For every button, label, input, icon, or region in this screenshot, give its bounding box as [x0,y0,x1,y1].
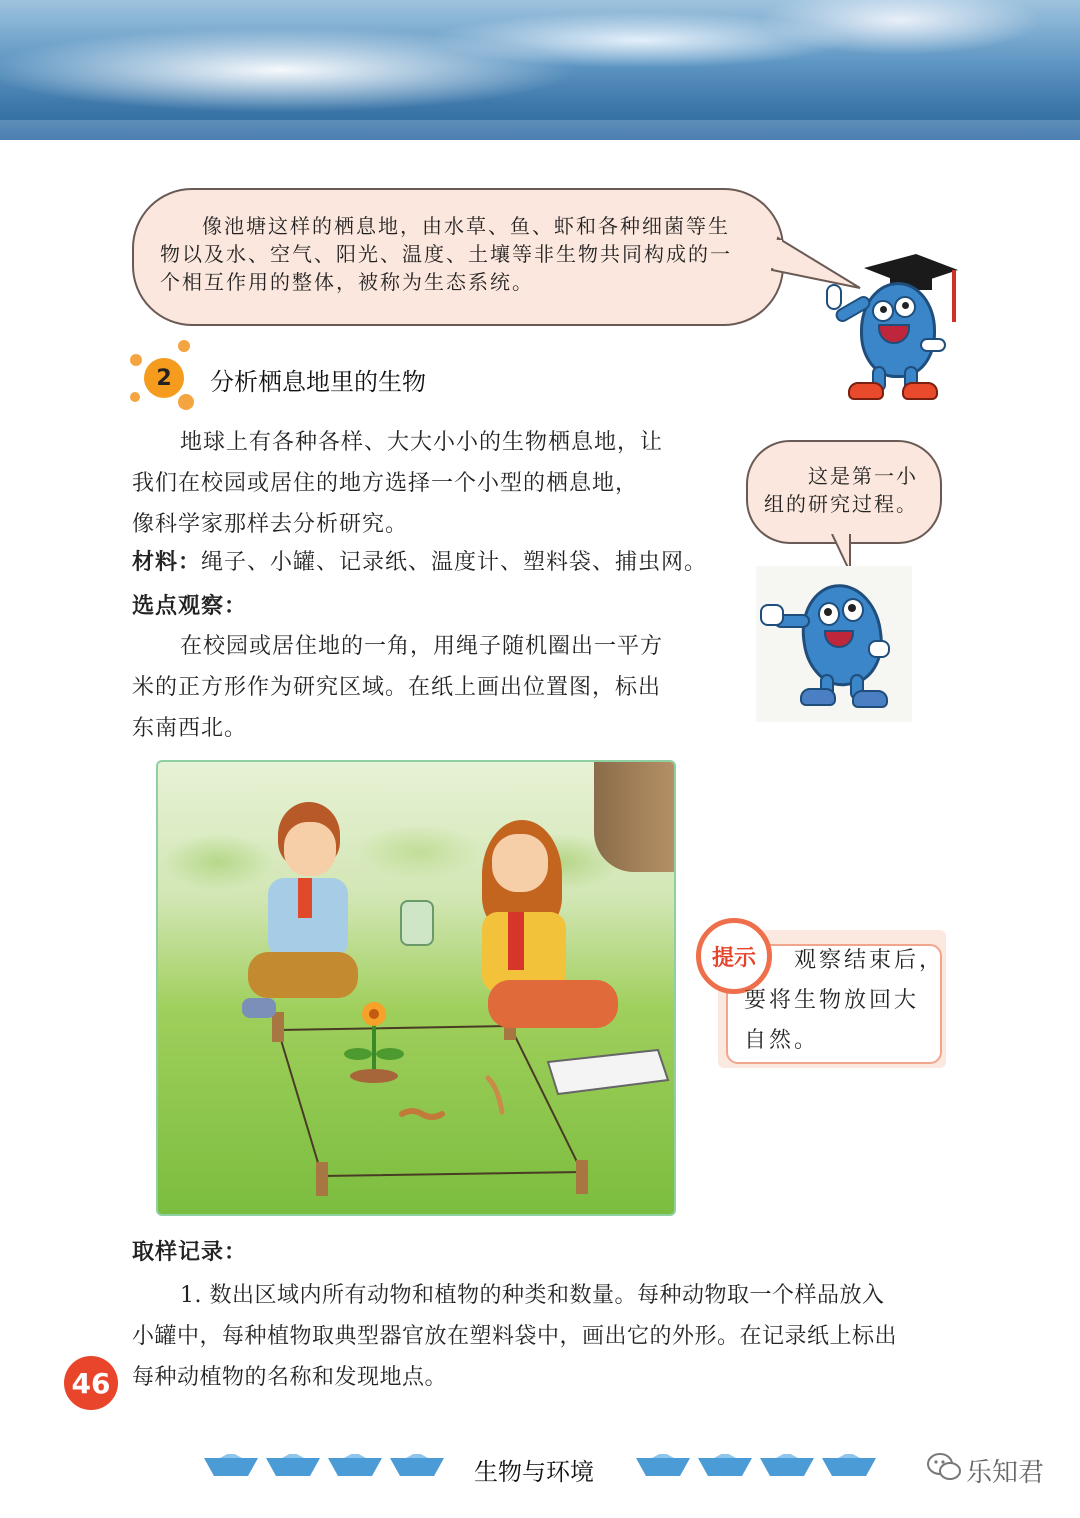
paper-boat-icon [266,1454,320,1480]
heading-deco-dot [130,354,142,366]
paper-boat-icon [390,1454,444,1480]
observe-label: 选点观察： [132,593,248,619]
tip-badge-label: 提示 [711,945,756,971]
top-bubble-line-3: 个相互作用的整体，被称为生态系统。 [160,270,534,294]
girl-figure [458,820,658,1050]
sampling-line-1: 1. 数出区域内所有动物和植物的种类和数量。每种动物取一个样品放入 [180,1283,885,1308]
section-title: 分析栖息地里的生物 [210,368,426,396]
paper-boat-icon [204,1454,258,1480]
illustration-kids-sampling [156,760,676,1216]
paper-boat-icon [328,1454,382,1480]
paper-boat-icon [636,1454,690,1480]
observe-line-3: 东南西北。 [132,716,248,741]
sampling-line-2: 小罐中，每种植物取典型器官放在塑料袋中，画出它的外形。在记录纸上标出 [132,1324,898,1349]
intro-line-2: 我们在校园或居住的地方选择一个小型的栖息地， [132,471,639,496]
top-bubble-line-2: 物以及水、空气、阳光、温度、土壤等非生物共同构成的一 [160,242,732,266]
heading-deco-dot [178,340,190,352]
side-bubble-line-2: 组的研究过程。 [764,492,918,516]
header-banner-photo [0,0,1080,140]
footer-unit-title: 生物与环境 [474,1458,594,1486]
materials-text: 绳子、小罐、记录纸、温度计、塑料袋、捕虫网。 [201,550,708,575]
materials-label: 材料： [132,549,202,575]
mascot-pointing [756,566,912,722]
heading-deco-dot [178,394,194,410]
page-number: 46 [64,1356,118,1410]
tip-line-1: 观察结束后， [794,948,945,973]
paper-boat-icon [698,1454,752,1480]
header-banner-edge [0,120,1080,140]
wechat-icon [926,1452,962,1482]
tip-line-2: 要将生物放回大 [744,988,920,1013]
sampling-label: 取样记录： [132,1239,248,1265]
top-bubble-line-1: 像池塘这样的栖息地，由水草、鱼、虾和各种细菌等生 [202,214,730,238]
intro-line-1: 地球上有各种各样、大大小小的生物栖息地，让 [180,430,664,455]
observe-line-1: 在校园或居住地的一角，用绳子随机圈出一平方 [180,634,664,659]
paper-boat-icon [822,1454,876,1480]
heading-deco-dot [130,392,140,402]
side-bubble-line-1: 这是第一小 [808,464,918,488]
observe-line-2: 米的正方形作为研究区域。在纸上画出位置图，标出 [132,675,662,700]
watermark-text: 乐知君 [966,1458,1045,1488]
paper-boat-icon [760,1454,814,1480]
intro-line-3: 像科学家那样去分析研究。 [132,512,409,537]
boy-figure [248,802,378,1032]
materials-row [132,542,707,583]
sampling-line-3: 每种动植物的名称和发现地点。 [132,1365,448,1390]
tip-line-3: 自然。 [744,1028,820,1053]
mascot-graduate [820,252,960,402]
section-number-badge: 2 [144,358,184,398]
